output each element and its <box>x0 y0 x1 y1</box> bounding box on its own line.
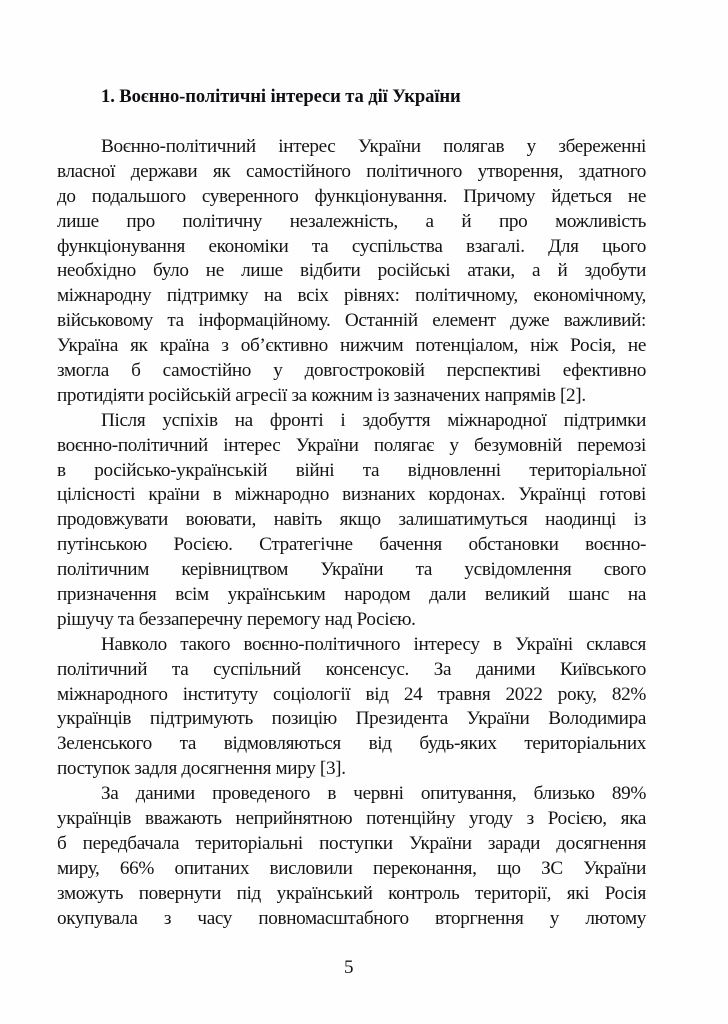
page-number: 5 <box>344 957 354 978</box>
text-line: призначення всім українським народом дали великий шанс на <box>57 584 646 606</box>
text-line: військовому та інформаційному. Останній елемент дуже важливий: <box>57 310 646 332</box>
text-line: воєнно-політичний інтерес України полягає у безумовній перемозі <box>57 434 646 456</box>
text-line: Зеленського та відмовляються від будь-яких територіальних <box>57 733 646 755</box>
text-line: Україна як країна з об’єктивно нижчим потенціалом, ніж Росія, не <box>57 335 646 357</box>
text-line: За даними проведеного в червні опитування, близько 89% <box>101 783 646 805</box>
paragraph-4 <box>57 782 646 931</box>
text-line: Навколо такого воєнно-політичного інтересу в Україні склався <box>101 633 646 655</box>
text-line: до подальшого суверенного функціонування. Причому йдеться не <box>57 185 646 207</box>
text-line: миру, 66% опитаних висловили переконання, що ЗС України <box>57 857 646 879</box>
text-line: цілісності країни в міжнародно визнаних кордонах. Українці готові <box>57 484 646 506</box>
text-line: поступок задля досягнення миру [3]. <box>57 758 346 780</box>
text-line: міжнародну підтримку на всіх рівнях: політичному, економічному, <box>57 285 646 307</box>
section-heading: 1. Воєнно-політичні інтереси та дії України <box>101 86 461 107</box>
paragraph-1 <box>57 135 646 409</box>
body-text <box>57 135 646 932</box>
text-line: власної держави як самостійного політичного утворення, здатного <box>57 160 646 182</box>
text-line: окупувала з часу повномасштабного вторгнення у лютому <box>57 907 646 929</box>
text-line: рішучу та беззаперечну перемогу над Росією. <box>57 608 416 630</box>
text-line: Воєнно-політичний інтерес України полягав у збереженні <box>101 136 646 157</box>
text-line: протидіяти російській агресії за кожним із зазначених напрямів [2]. <box>57 384 586 406</box>
text-line: в російсько-українській війні та відновленні територіальної <box>57 459 646 481</box>
text-line: міжнародного інституту соціології від 24 травня 2022 року, 82% <box>57 683 646 705</box>
text-line: лише про політичну незалежність, а й про можливість <box>57 210 646 232</box>
text-line: функціонування економіки та суспільства взагалі. Для цього <box>57 235 646 257</box>
text-line: продовжувати воювати, навіть якщо залишатимуться наодинці із <box>57 509 646 531</box>
paragraph-3 <box>57 633 646 782</box>
text-line: українців вважають неприйнятною потенційну угоду з Росією, яка <box>57 808 646 830</box>
paragraph-2 <box>57 409 646 633</box>
text-line: українців підтримують позицію Президента України Володимира <box>57 708 646 730</box>
text-line: путінською Росією. Стратегічне бачення обстановки воєнно- <box>57 534 646 556</box>
text-line: політичний та суспільний консенсус. За даними Київського <box>57 658 646 680</box>
text-line: б передбачала територіальні поступки України заради досягнення <box>57 832 646 854</box>
text-line: політичним керівництвом України та усвідомлення свого <box>57 559 646 581</box>
text-line: Після успіхів на фронті і здобуття міжнародної підтримки <box>101 409 646 431</box>
text-line: необхідно було не лише відбити російські атаки, а й здобути <box>57 260 646 282</box>
text-line: зможуть повернути під український контроль території, які Росія <box>57 882 646 904</box>
text-line: змогла б самостійно у довгостроковій перспективі ефективно <box>57 360 646 382</box>
